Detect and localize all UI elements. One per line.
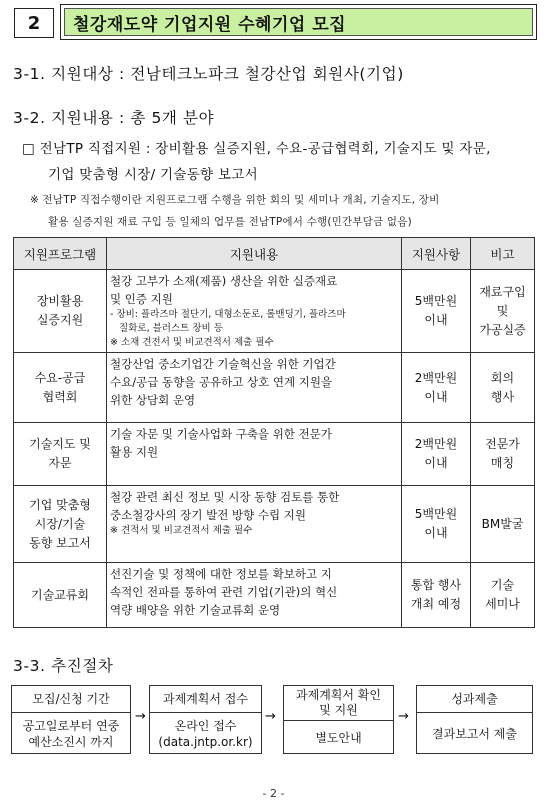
header-note: 비고 [471, 238, 535, 270]
program-line: 장비활용 [36, 294, 84, 308]
cell-content [107, 563, 402, 628]
program-line: 실증지원 [36, 313, 84, 327]
program-line: 수요-공급 [34, 370, 86, 385]
amount-line: 이내 [424, 389, 448, 404]
table-row [14, 486, 535, 563]
flow-step-title: 성과제출 [417, 686, 532, 713]
table-header-row [14, 238, 535, 270]
amount-line: 개최 예정 [410, 597, 462, 611]
cell-amount [402, 486, 471, 563]
program-line: 기업 맞춤형 [29, 497, 91, 512]
cell-content [107, 486, 402, 563]
flow-body-line: 결과보고서 제출 [432, 727, 517, 741]
cell-program [14, 353, 107, 423]
note-line: 매칭 [490, 456, 515, 470]
content-sub-line: ※ 견적서 및 비교견적서 제출 필수 [110, 525, 253, 536]
flow-step-body [12, 713, 130, 755]
section-title-box [60, 4, 537, 40]
content-line: 철강 관련 최신 정보 및 시장 동향 검토를 통한 [110, 490, 340, 504]
flow-title-line: 과제계획서 확인 [296, 688, 381, 702]
program-line: 협력회 [42, 389, 78, 404]
table-row [14, 353, 535, 423]
flow-step-application [11, 685, 131, 754]
amount-line: 이내 [424, 526, 448, 540]
cell-amount [402, 423, 471, 486]
program-line: 시장/기술 [34, 516, 86, 531]
cell-program [14, 270, 107, 353]
content-line: 역량 배양을 위한 기술교류회 운영 [110, 603, 281, 617]
note-line: 전문가 [485, 437, 520, 451]
support-table [13, 237, 535, 628]
amount-line: 2백만원 [414, 370, 458, 385]
content-sub-line: ※ 소재 견전서 및 비교견적서 제출 필수 [110, 337, 274, 348]
content-line: 활용 지원 [110, 445, 159, 459]
content-line: 속적인 전파를 통하여 관련 기업(기관)의 혁신 [110, 585, 338, 599]
page-number: - 2 - [262, 787, 285, 800]
program-line: 동향 보고서 [29, 535, 91, 550]
content-line: 기술 자문 및 기술사업화 구축을 위한 전문가 [110, 427, 332, 441]
flow-step-title [284, 686, 393, 721]
note-line: 가공실증 [479, 322, 526, 337]
flow-step-results [416, 685, 533, 754]
amount-line: 5백만원 [414, 507, 458, 521]
note-line: 및 [496, 303, 509, 318]
note-line: 기술 [490, 578, 515, 592]
program-line: 기술지도 및 [29, 437, 91, 451]
amount-line: 2백만원 [414, 437, 458, 451]
flow-body-line: 공고일로부터 연중 [22, 719, 120, 733]
content-line: 중소철강사의 장기 발전 방향 수립 지원 [110, 508, 307, 522]
amount-line: 통합 행사 [410, 578, 462, 592]
header-program: 지원프로그램 [14, 238, 107, 270]
cell-content [107, 270, 402, 353]
note-line: 회의 [490, 370, 515, 385]
flow-body-line: 예산소진시 까지 [28, 735, 114, 749]
cell-content [107, 353, 402, 423]
cell-note [471, 270, 535, 353]
flow-body-line: 온라인 접수 [174, 719, 237, 733]
amount-line: 이내 [424, 456, 448, 470]
arrow-right-icon: → [135, 709, 146, 724]
header-content: 지원내용 [107, 238, 402, 270]
cell-amount [402, 353, 471, 423]
direct-support-line-2: 기업 맞춤형 시장/ 기술동향 보고서 [48, 167, 258, 183]
program-line: 기술교류회 [31, 587, 89, 602]
cell-amount [402, 270, 471, 353]
note-line: BM발굴 [481, 516, 524, 531]
cell-program [14, 563, 107, 628]
direct-support-note-1: ※ 전남TP 직접수행이란 지원프로그램 수행을 위한 회의 및 세미나 개최, 기술지도, 장비 [30, 194, 440, 206]
heading-procedure: 3-3. 추진절차 [13, 657, 114, 675]
section-title: 철강재도약 기업지원 수혜기업 모집 [64, 8, 533, 36]
cell-note [471, 423, 535, 486]
direct-support-line-1: □ 전남TP 직접지원 : 장비활용 실증지원, 수요-공급협력회, 기술지도 및 자문, [22, 141, 491, 157]
arrow-right-icon: → [265, 709, 276, 724]
note-line: 행사 [490, 389, 515, 404]
flow-step-title: 모집/신청 기간 [12, 686, 130, 713]
arrow-right-icon: → [398, 709, 409, 724]
cell-note [471, 563, 535, 628]
heading-content: 3-2. 지원내용 : 총 5개 분야 [13, 109, 215, 127]
cell-content [107, 423, 402, 486]
cell-amount [402, 563, 471, 628]
flow-body-line: (data.jntp.or.kr) [158, 735, 253, 749]
flow-step-submission [149, 685, 262, 754]
header-amount: 지원사항 [402, 238, 471, 270]
table-row [14, 270, 535, 353]
content-sub-line: 질화로, 블러스트 장비 등 [110, 323, 223, 334]
amount-line: 5백만원 [414, 294, 458, 308]
direct-support-note-2: 활용 실증지원 재료 구입 등 일체의 업무를 전남TP에서 수행(민간부담금 없음) [48, 216, 412, 228]
note-line: 재료구입 [479, 284, 526, 299]
cell-program [14, 486, 107, 563]
content-line: 및 인증 지원 [110, 292, 173, 306]
flow-step-title: 과제계획서 접수 [150, 686, 261, 713]
content-line: 철강산업 중소기업간 기술혁신을 위한 기업간 [110, 357, 336, 371]
amount-line: 이내 [424, 313, 448, 327]
cell-note [471, 353, 535, 423]
section-number: 2 [14, 8, 54, 38]
content-line: 수요/공급 동향을 공유하고 상호 연계 지원을 [110, 375, 333, 389]
flow-step-body [417, 713, 532, 755]
flow-step-review [283, 685, 394, 754]
flow-step-body [150, 713, 261, 755]
table-row [14, 563, 535, 628]
flow-step-body [284, 721, 393, 755]
cell-program [14, 423, 107, 486]
program-line: 자문 [48, 456, 72, 470]
table-row [14, 423, 535, 486]
flow-title-line: 및 지원 [319, 703, 358, 717]
note-line: 세미나 [485, 597, 520, 611]
content-line: 철강 고부가 소재(제품) 생산을 위한 실증재료 [110, 274, 338, 288]
flow-body-line: 별도안내 [315, 731, 362, 745]
cell-note [471, 486, 535, 563]
content-line: 위한 상담회 운영 [110, 393, 196, 407]
heading-target: 3-1. 지원대상 : 전남테크노파크 철강산업 회원사(기업) [13, 65, 404, 83]
content-line: 선진기술 및 정책에 대한 정보를 확보하고 지 [110, 567, 332, 581]
content-sub-line: - 장비: 플라즈마 절단기, 대형소둔로, 롤밴딩기, 플라즈마 [110, 309, 346, 320]
